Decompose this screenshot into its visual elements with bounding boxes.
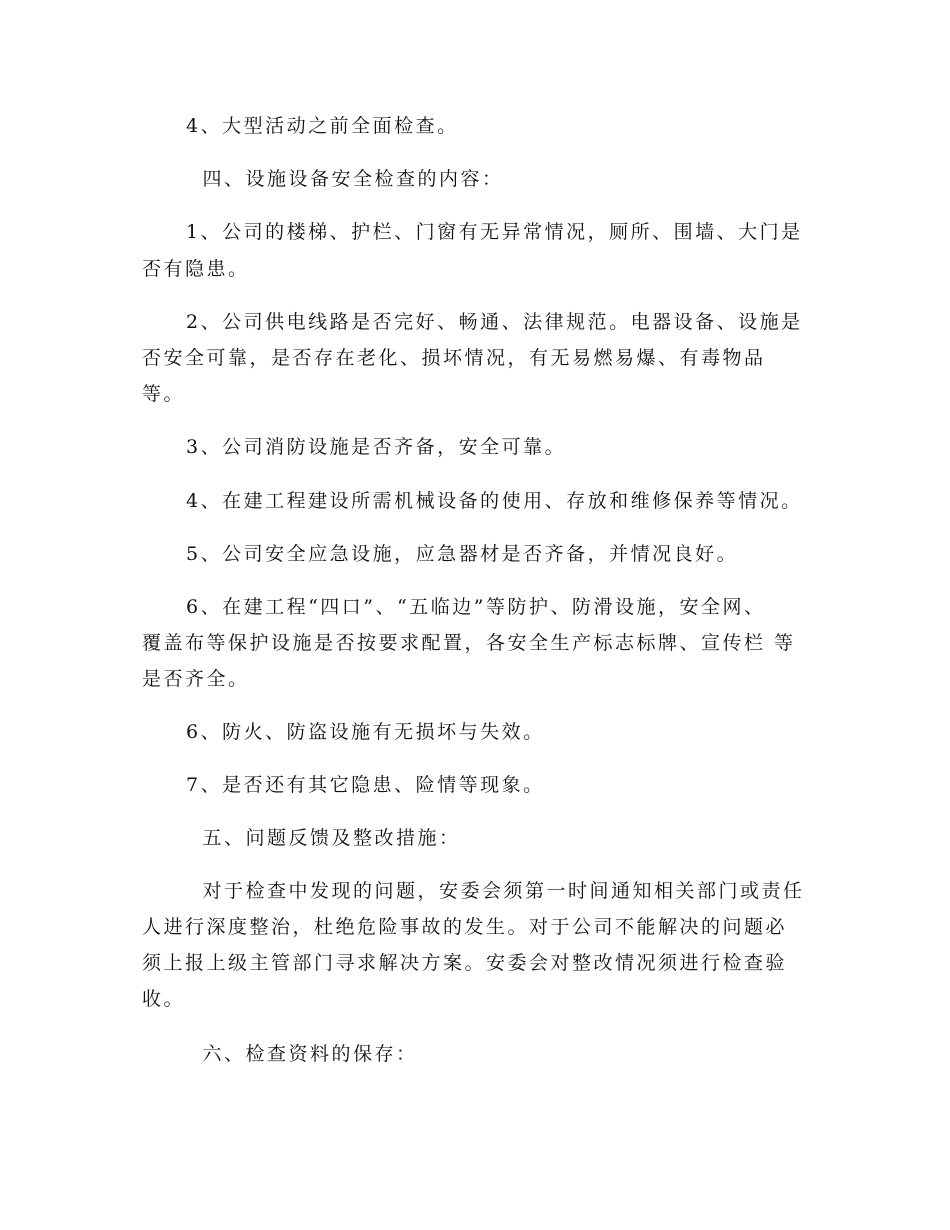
paragraph-line: 6、在建工程“四口”、“五临边”等防护、防滑设施，安全网、 [186, 596, 766, 618]
paragraph-line: 人进行深度整治，杜绝危险事故的发生。对于公司不能解决的问题必 [142, 916, 788, 938]
paragraph-line: 4、在建工程建设所需机械设备的使用、存放和维修保养等情况。 [186, 490, 803, 512]
paragraph-line: 是否齐全。 [142, 668, 250, 690]
paragraph-line: 覆盖布等保护设施是否按要求配置，各安全生产标志标牌、宣传栏 等 [142, 632, 796, 654]
paragraph-line: 7、是否还有其它隐患、险情等现象。 [186, 774, 545, 796]
paragraph-line: 等。 [142, 383, 186, 405]
paragraph-line: 3、公司消防设施是否齐备，安全可靠。 [186, 436, 567, 458]
paragraph-line: 否有隐患。 [142, 258, 250, 280]
section-heading: 四、设施设备安全检查的内容： [194, 168, 504, 190]
paragraph-line: 1、公司的楼梯、护栏、门窗有无异常情况，厕所、围墙、大门是 [186, 221, 803, 243]
paragraph-line: 2、公司供电线路是否完好、畅通、法律规范。电器设备、设施是 [186, 311, 803, 333]
paragraph-line: 4、大型活动之前全面检查。 [186, 115, 459, 137]
section-heading: 六、检查资料的保存： [194, 1043, 418, 1065]
paragraph-line: 须上报上级主管部门寻求解决方案。安委会对整改情况须进行检查验 [142, 952, 788, 974]
paragraph-line: 否安全可靠，是否存在老化、损坏情况，有无易燃易爆、有毒物品 [142, 347, 766, 369]
paragraph-line: 6、防火、防盗设施有无损坏与失效。 [186, 721, 545, 743]
section-heading: 五、问题反馈及整改措施： [194, 827, 461, 849]
paragraph-line: 5、公司安全应急设施，应急器材是否齐备，并情况良好。 [186, 543, 739, 565]
paragraph-line: 对于检查中发现的问题，安委会须第一时间通知相关部门或责任 [194, 880, 805, 902]
paragraph-line: 收。 [142, 988, 186, 1010]
